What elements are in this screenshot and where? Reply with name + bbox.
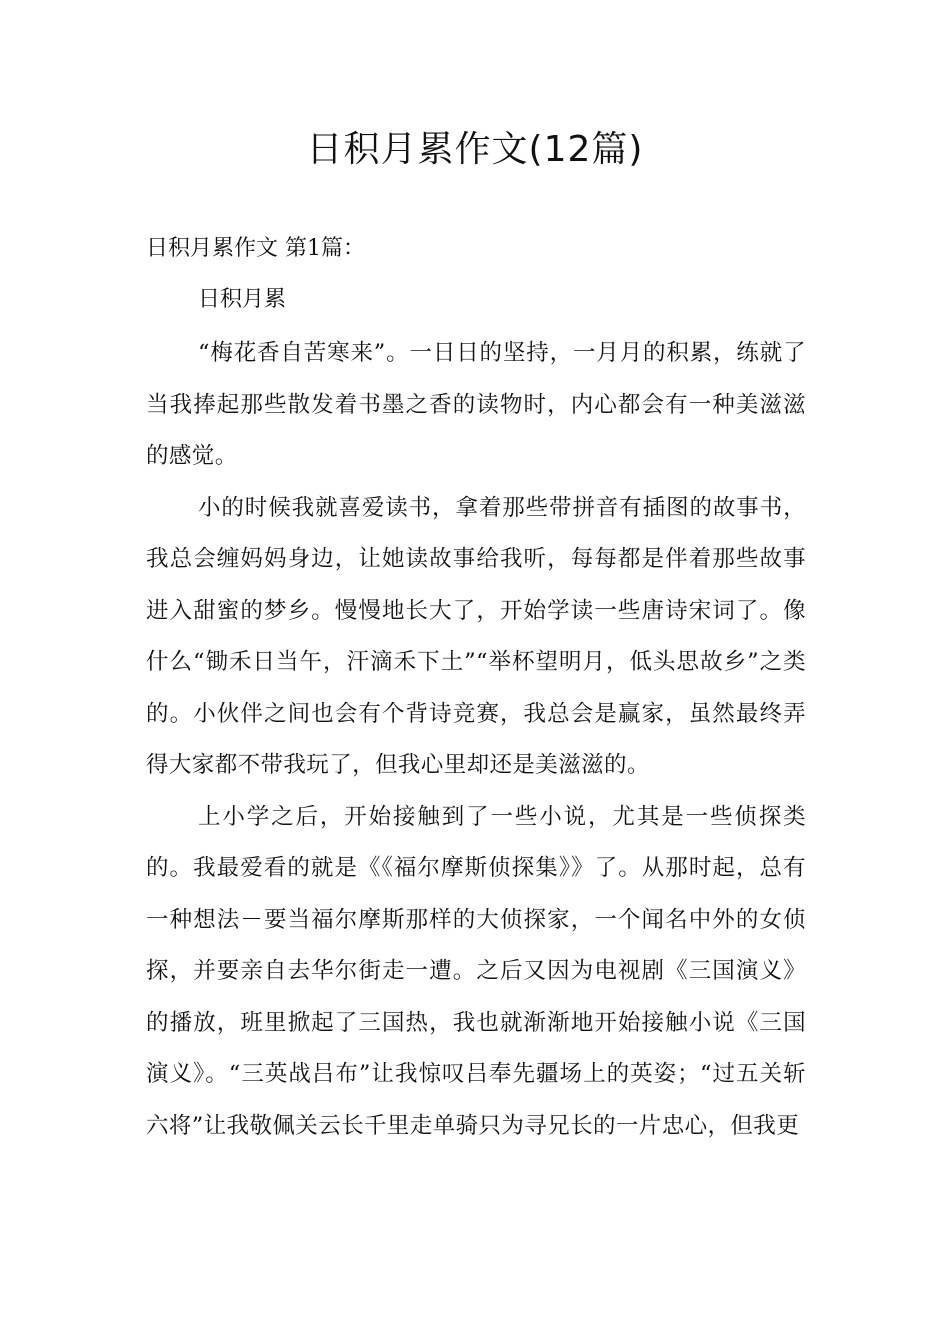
essay-title: 日积月累 xyxy=(198,287,287,312)
paragraph-1: “梅花香自苦寒来”。一日日的坚持，一月月的积累，练就了当我捧起那些散发着书墨之香的读物时，内心都会有一种美滋滋的感觉。 xyxy=(146,340,806,469)
section-heading: 日积月累作文 第1篇： xyxy=(146,236,365,261)
paragraph-3: 上小学之后，开始接触到了一些小说，尤其是一些侦探类的。我最爱看的就是《《福尔摩斯侦探集》》了。从那时起，总有一种想法－要当福尔摩斯那样的大侦探家，一个闻名中外的女侦探，并要亲自去华尔街走一遭。之后又因为电视剧《三国演义》的播放，班里掀起了三国热，我也就渐渐地开始接触小说《三国演义》。“三英战吕布”让我惊叹吕奉先疆场上的英姿；“过五关斩六将”让我敬佩关云长千里走单骑只为寻兄长的一片忠心，但我更 xyxy=(146,803,806,1139)
essay-body xyxy=(146,328,806,1152)
paragraph-2: 小的时候我就喜爱读书，拿着那些带拼音有插图的故事书，我总会缠妈妈身边，让她读故事给我听，每每都是伴着那些故事进入甜蜜的梦乡。慢慢地长大了，开始学读一些唐诗宋词了。像什么“锄禾日当午，汗滴禾下土”“举杯望明月，低头思故乡”之类的。小伙伴之间也会有个背诗竞赛，我总会是赢家，虽然最终弄得大家都不带我玩了，但我心里却还是美滋滋的。 xyxy=(146,494,806,778)
document-title: 日积月累作文(12篇) xyxy=(306,129,644,170)
